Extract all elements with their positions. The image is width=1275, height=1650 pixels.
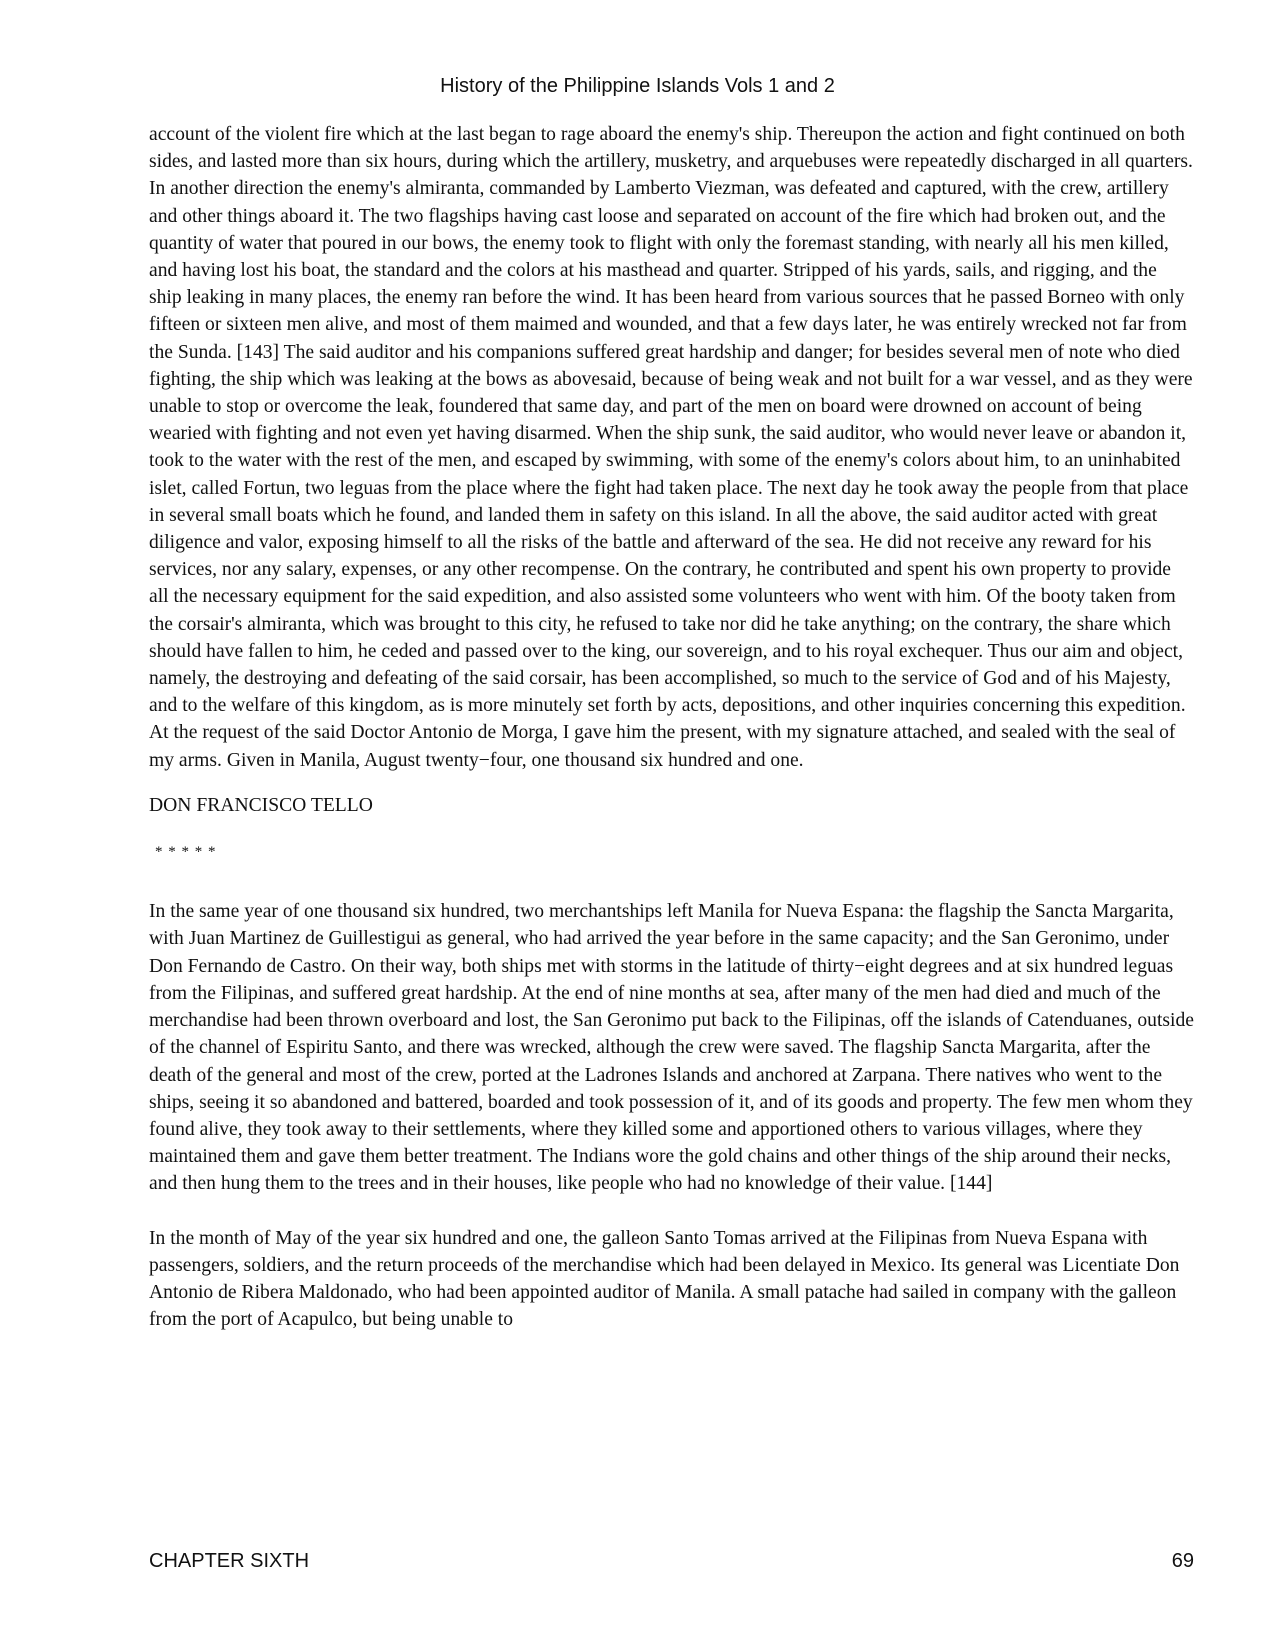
page-body xyxy=(149,121,1194,1333)
running-header: History of the Philippine Islands Vols 1 and 2 xyxy=(440,75,835,97)
paragraph: In the same year of one thousand six hundred, two merchantships left Manila for Nueva Espana: the flagship the Sancta Margarita, with Juan Martinez de Guillestigui as general, who had arrived the year before in the same capacity; and the San Geronimo, under Don Fernando de Castro. On their way, both ships met with storms in the latitude of thirty−eight degrees and at six hundred leguas from the Filipinas, and suffered great hardship. At the end of nine months at sea, after many of the men had died and much of the merchandise had been thrown overboard and lost, the San Geronimo put back to the Filipinas, off the islands of Catenduanes, outside of the channel of Espiritu Santo, and there was wrecked, although the crew were saved. The flagship Sancta Margarita, after the death of the general and most of the crew, ported at the Ladrones Islands and anchored at Zarpana. There natives who went to the ships, seeing it so abandoned and battered, boarded and took possession of it, and of its goods and property. The few men whom they found alive, they took away to their settlements, where they killed some and apportioned others to various villages, where they maintained them and gave them better treatment. The Indians wore the gold chains and other things of the ship around their necks, and then hung them to the trees and in their houses, like people who had no knowledge of their value. [144] xyxy=(149,901,1194,1195)
chapter-label: CHAPTER SIXTH xyxy=(149,1550,310,1572)
section-separator: * * * * * xyxy=(155,844,217,861)
paragraph: In the month of May of the year six hundred and one, the galleon Santo Tomas arrived at the Filipinas from Nueva Espana with passengers, soldiers, and the return proceeds of the merchandise which had been delayed in Mexico. Its general was Licentiate Don Antonio de Ribera Maldonado, who had been appointed auditor of Manila. A small patache had sailed in company with the galleon from the port of Acapulco, but being unable to xyxy=(149,1227,1180,1331)
paragraph: account of the violent fire which at the last began to rage aboard the enemy's ship. Thereupon the action and fight continued on both sides, and lasted more than six hours, during which the artillery, musketry, and arquebuses were repeatedly discharged in all quarters. In another direction the enemy's almiranta, commanded by Lamberto Viezman, was defeated and captured, with the crew, artillery and other things aboard it. The two flagships having cast loose and separated on account of the fire which had broken out, and the quantity of water that poured in our bows, the enemy took to flight with only the foremast standing, with nearly all his men killed, and having lost his boat, the standard and the colors at his masthead and quarter. Stripped of his yards, sails, and rigging, and the ship leaking in many places, the enemy ran before the wind. It has been heard from various sources that he passed Borneo with only fifteen or sixteen men alive, and most of them maimed and wounded, and that a few days later, he was entirely wrecked not far from the Sunda. [143] The said auditor and his companions suffered great hardship and danger; for besides several men of note who died fighting, the ship which was leaking at the bows as abovesaid, because of being weak and not built for a war vessel, and as they were unable to stop or overcome the leak, foundered that same day, and part of the men on board were drowned on account of being wearied with fighting and not even yet having disarmed. When the ship sunk, the said auditor, who would never leave or abandon it, took to the water with the rest of the men, and escaped by swimming, with some of the enemy's colors about him, to an uninhabited islet, called Fortun, two leguas from the place where the fight had taken place. The next day he took away the people from that place in several small boats which he found, and landed them in safety on this island. In all the above, the said auditor acted with great diligence and valor, exposing himself to all the risks of the battle and afterward of the sea. He did not receive any reward for his services, nor any salary, expenses, or any other recompense. On the contrary, he contributed and spent his own property to provide all the necessary equipment for the said expedition, and also assisted some volunteers who went with him. Of the booty taken from the corsair's almiranta, which was brought to this city, he refused to take nor did he take anything; on the contrary, the share which should have fallen to him, he ceded and passed over to the king, our sovereign, and to his royal exchequer. Thus our aim and object, namely, the destroying and defeating of the said corsair, has been accomplished, so much to the service of God and of his Majesty, and to the welfare of this kingdom, as is more minutely set forth by acts, depositions, and other inquiries concerning this expedition. At the request of the said Doctor Antonio de Morga, I gave him the present, with my signature attached, and sealed with the seal of my arms. Given in Manila, August twenty−four, one thousand six hundred and one. xyxy=(149,124,1193,771)
signature: DON FRANCISCO TELLO xyxy=(149,794,373,816)
page-number: 69 xyxy=(1171,1550,1194,1572)
